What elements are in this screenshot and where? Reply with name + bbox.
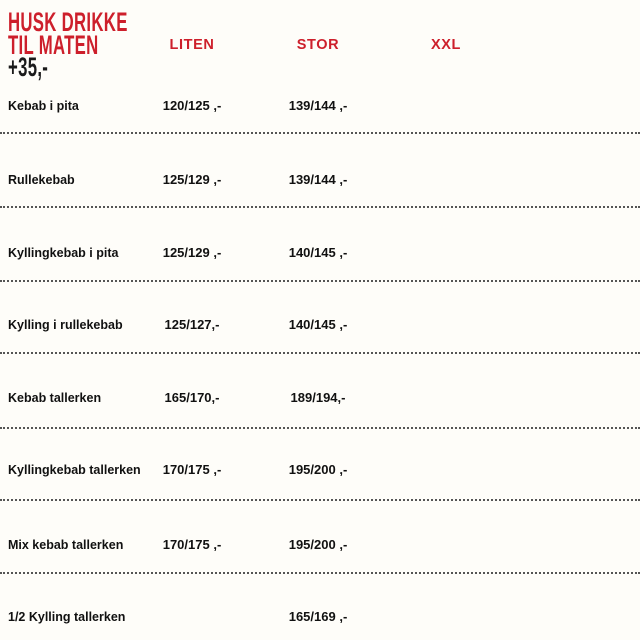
item-price-liten: 125/129 ,-	[162, 245, 222, 260]
item-price-liten: 165/170,-	[164, 390, 220, 405]
item-name: Kyllingkebab tallerken	[8, 463, 141, 477]
title-line-price-note	[8, 52, 201, 82]
item-name: Mix kebab tallerken	[8, 538, 124, 552]
menu-row-halv-kylling-tallerken	[0, 609, 640, 625]
title-text-2: TIL MATEN	[8, 29, 99, 60]
menu-row-kyllingkebab-i-pita	[0, 245, 640, 261]
column-header-xxl: XXL	[431, 37, 461, 53]
item-price-stor: 140/145 ,-	[288, 245, 348, 260]
title-text-1: HUSK DRIKKE	[8, 7, 128, 37]
item-price-stor: 195/200 ,-	[288, 462, 348, 477]
item-price-stor: 165/169 ,-	[288, 609, 348, 624]
item-price-liten: 125/127,-	[164, 317, 220, 332]
dotted-separator	[0, 132, 640, 134]
item-price-stor: 139/144 ,-	[288, 98, 348, 113]
item-name: Kebab i pita	[8, 99, 79, 113]
item-price-stor: 139/144 ,-	[288, 172, 348, 187]
menu-row-rullekebab	[0, 172, 640, 188]
item-price-liten: 170/175 ,-	[162, 462, 222, 477]
title-text-3: +35,-	[8, 52, 49, 82]
item-price-liten: 120/125 ,-	[162, 98, 222, 113]
item-price-stor: 140/145 ,-	[288, 317, 348, 332]
column-header-stor: STOR	[296, 37, 340, 53]
item-price-stor: 189/194,-	[290, 390, 346, 405]
dotted-separator	[0, 572, 640, 574]
menu-row-kylling-i-rullekebab	[0, 317, 640, 333]
item-price-stor: 195/200 ,-	[288, 537, 348, 552]
dotted-separator	[0, 206, 640, 208]
menu-row-kyllingkebab-tallerken	[0, 462, 640, 478]
item-name: Kyllingkebab i pita	[8, 246, 119, 260]
column-header-liten: LITEN	[169, 37, 215, 53]
item-price-liten: 170/175 ,-	[162, 537, 222, 552]
item-name: Rullekebab	[8, 173, 75, 187]
menu-row-mix-kebab-tallerken	[0, 537, 640, 553]
dotted-separator	[0, 427, 640, 429]
menu-row-kebab-tallerken	[0, 390, 640, 406]
menu-row-kebab-i-pita	[0, 98, 640, 114]
dotted-separator	[0, 280, 640, 282]
item-name: Kylling i rullekebab	[8, 318, 123, 332]
dotted-separator	[0, 499, 640, 501]
item-name: 1/2 Kylling tallerken	[8, 610, 126, 624]
item-price-liten: 125/129 ,-	[162, 172, 222, 187]
dotted-separator	[0, 352, 640, 354]
item-name: Kebab tallerken	[8, 391, 102, 405]
